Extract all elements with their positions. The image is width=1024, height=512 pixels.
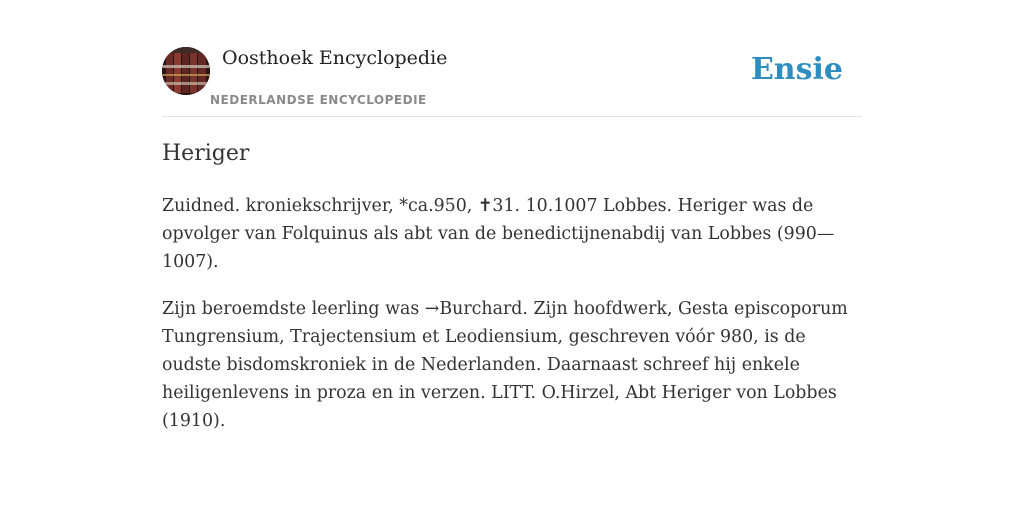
article-title: Heriger xyxy=(162,141,250,166)
books-spines-icon[interactable] xyxy=(162,47,210,95)
cross-reference-link-burchard[interactable]: Burchard xyxy=(439,299,523,319)
site-title[interactable]: Oosthoek Encyclopedie xyxy=(222,47,448,69)
site-header xyxy=(162,46,862,117)
brand-logo-link[interactable]: Ensie xyxy=(750,52,843,87)
site-subtitle: NEDERLANDSE ENCYCLOPEDIE xyxy=(210,93,427,107)
article xyxy=(162,140,862,435)
paragraph-text: Zijn beroemdste leerling was xyxy=(162,299,425,319)
article-paragraph xyxy=(162,295,862,435)
article-paragraph: Zuidned. kroniekschrijver, *ca.950, ✝31. 10.1007 Lobbes. Heriger was de opvolger van Folquinus als abt van de benedictijnenabdij van Lobbes (990—1007). xyxy=(162,196,835,272)
paragraph-text: . Zijn hoofdwerk, Gesta episcoporum Tungrensium, Trajectensium et Leodiensium, geschreven vóór 980, is de oudste bisdomskroniek in de Nederlanden. Daarnaast schreef hij enkele heiligenlevens in proza en in verzen. LITT. O.Hirzel, Abt Heriger von Lobbes (1910). xyxy=(162,299,848,431)
arrow-right-icon: → xyxy=(424,299,440,319)
